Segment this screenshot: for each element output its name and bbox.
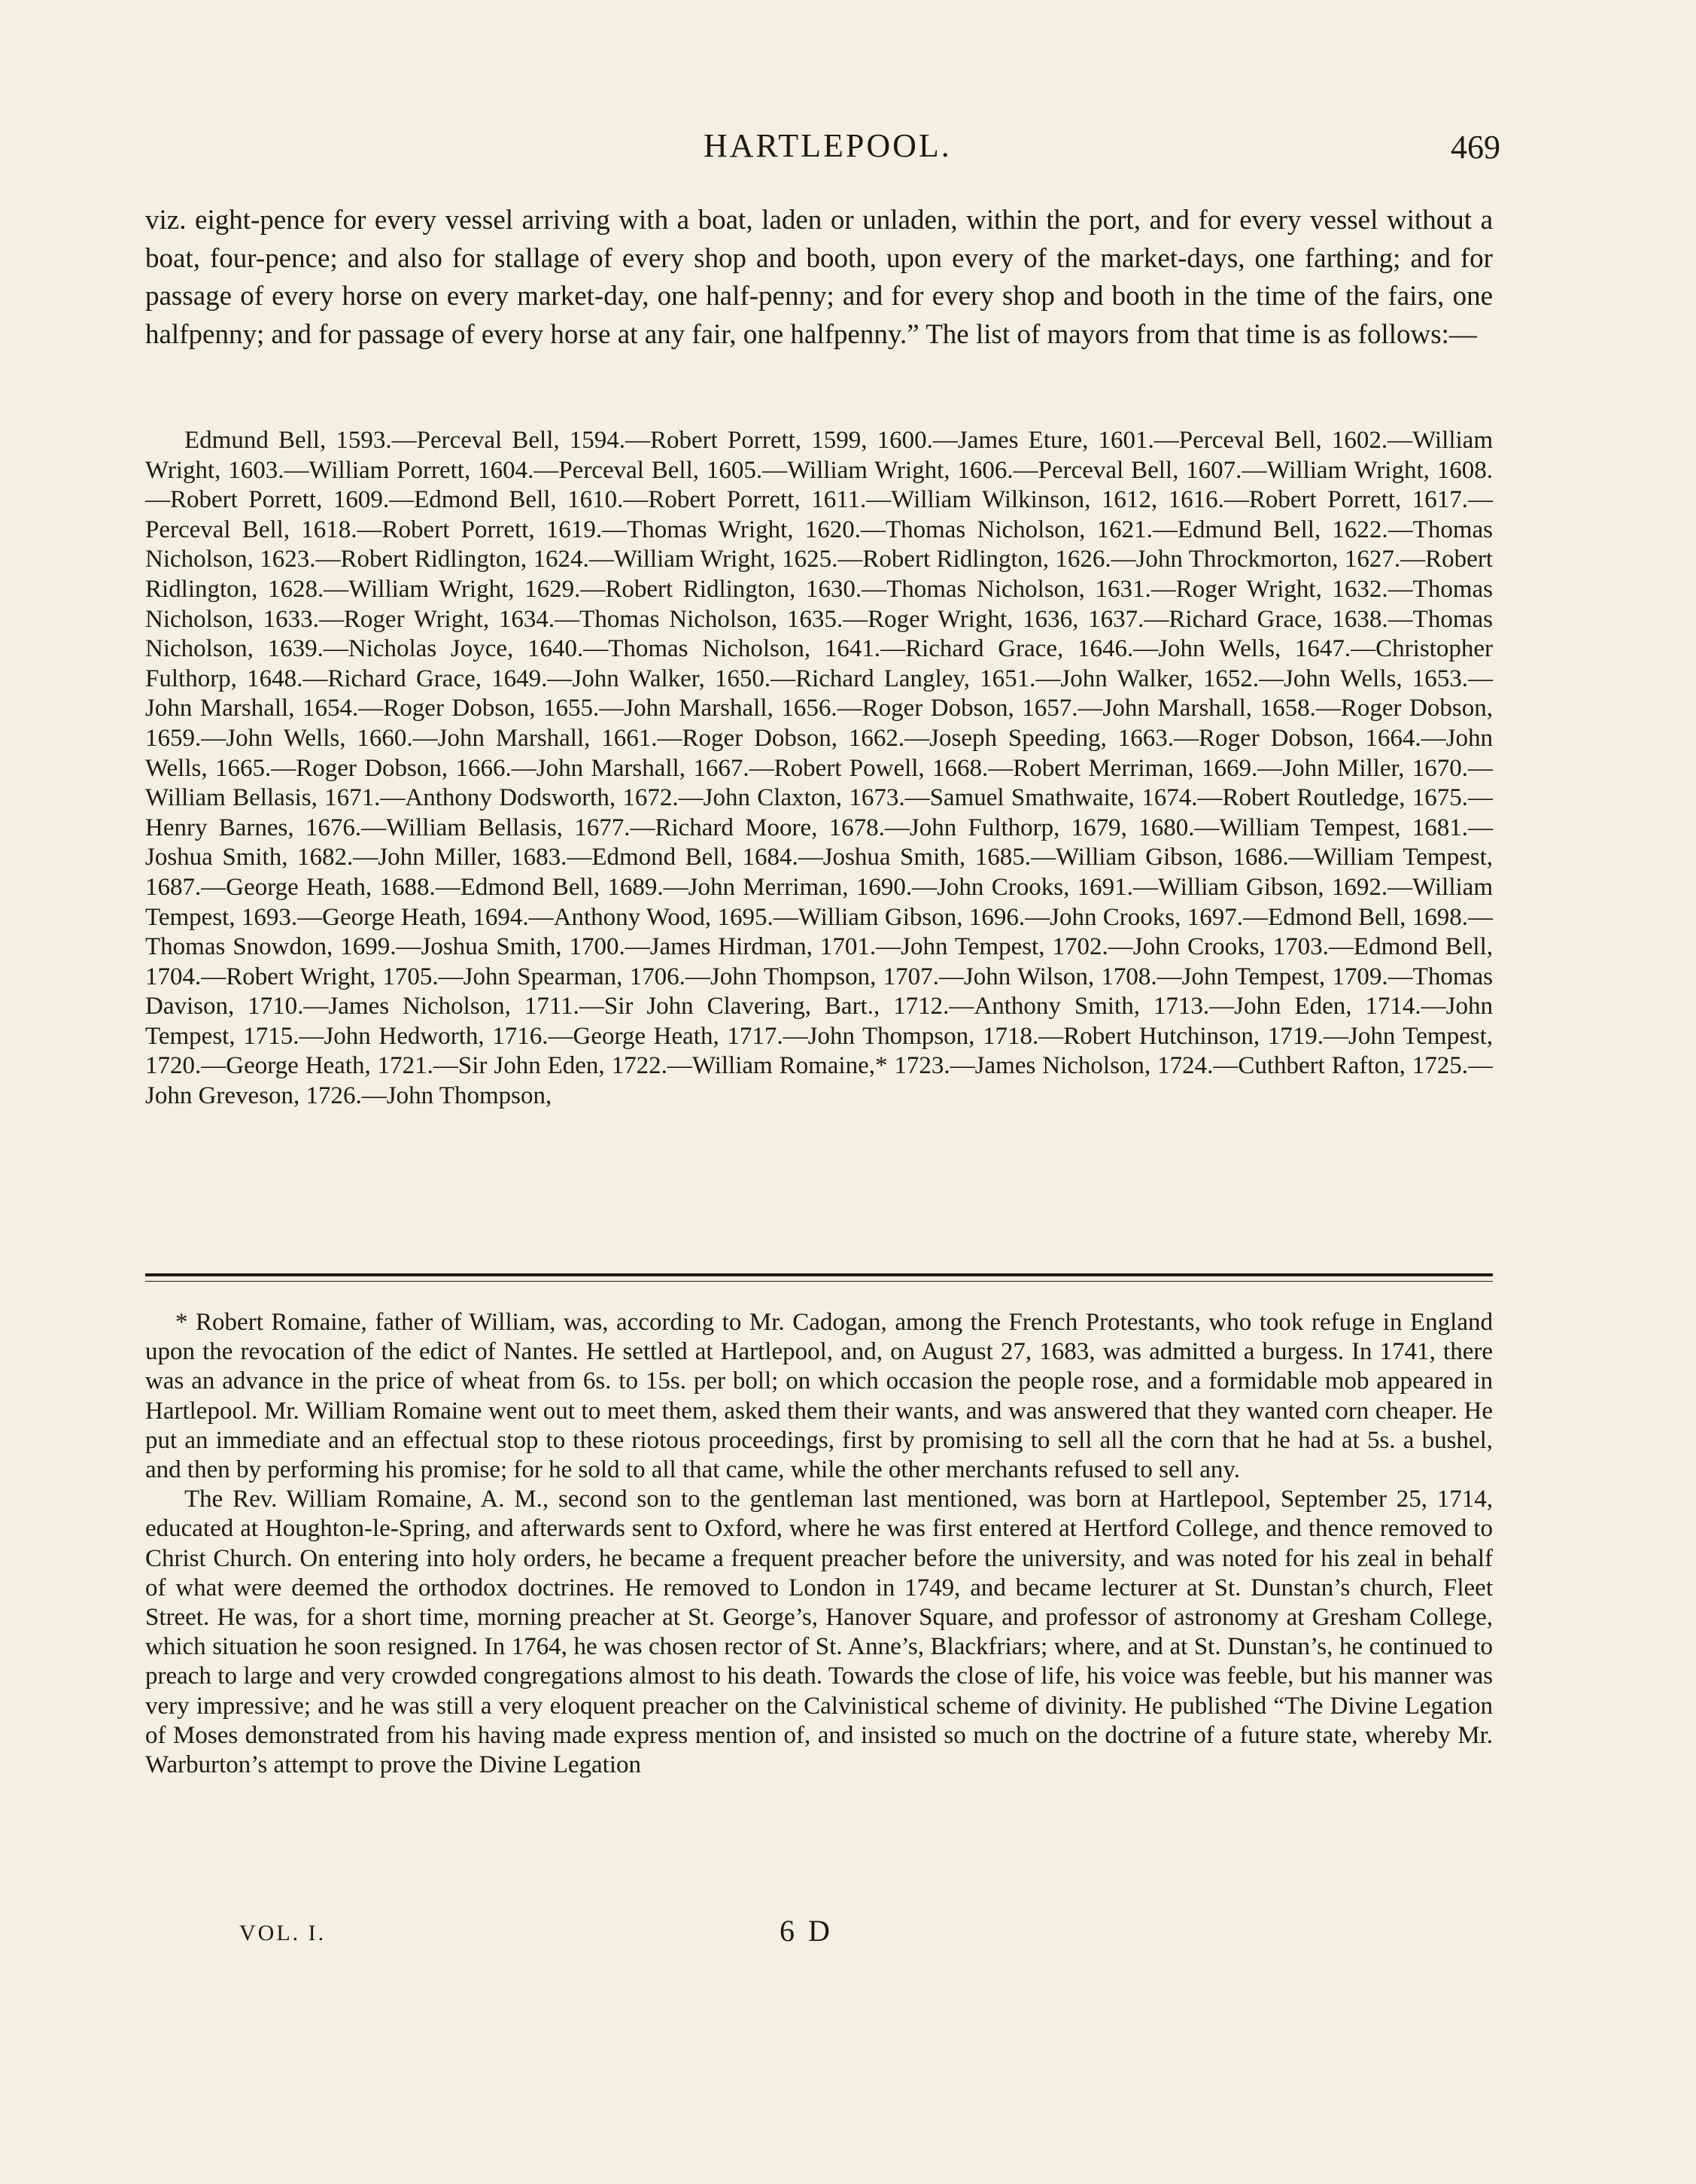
footnote-separator-hairline	[145, 1281, 1493, 1282]
page-header	[0, 126, 1696, 172]
page-footer	[0, 1913, 1696, 1951]
footnote-paragraph-2: The Rev. William Romaine, A. M., second son to the gentleman last mentioned, was born at Hartlepool, September 25, 1714, educated at Houghton-le-Spring, and afterwards sent to Oxford, where he was first entered at Hertford College, and thence removed to Christ Church. On entering into holy orders, he became a frequent preacher before the university, and was noted for his zeal in behalf of what were deemed the orthodox doctrines. He removed to London in 1749, and became lecturer at St. Dunstan’s church, Fleet Street. He was, for a short time, morning preacher at St. George’s, Hanover Square, and professor of astronomy at Gresham College, which situation he soon resigned. In 1764, he was chosen rector of St. Anne’s, Blackfriars; where, and at St. Dunstan’s, he continued to preach to large and very crowded congregations almost to his death. Towards the close of life, his voice was feeble, but his manner was very impressive; and he was still a very eloquent preacher on the Calvinistical scheme of divinity. He published “The Divine Legation of Moses demonstrated from his having made express mention of, and insisted so much on the doctrine of a future state, whereby Mr. Warburton’s attempt to prove the Divine Legation	[145, 1486, 1493, 1779]
footnote-paragraph-1: * Robert Romaine, father of William, was, according to Mr. Cadogan, among the French Protestants, who took refuge in England upon the revocation of the edict of Nantes. He settled at Hartlepool, and, on August 27, 1683, was admitted a burgess. In 1741, there was an advance in the price of wheat from 6s. to 15s. per boll; on which occasion the people rose, and a formidable mob appeared in Hartlepool. Mr. William Romaine went out to meet them, asked them their wants, and was answered that they wanted corn cheaper. He put an immediate and an effectual stop to these riotous proceedings, first by promising to sell all the corn that he had at 5s. a bushel, and then by performing his promise; for he sold to all that came, while the other merchants refused to sell any.	[145, 1309, 1493, 1484]
mayors-list: Edmund Bell, 1593.—Perceval Bell, 1594.—Robert Porrett, 1599, 1600.—James Eture, 1601.—Perceval Bell, 1602.—William Wright, 1603.—William Porrett, 1604.—Perceval Bell, 1605.—William Wright, 1606.—Perceval Bell, 1607.—William Wright, 1608.—Robert Porrett, 1609.—Edmond Bell, 1610.—Robert Porrett, 1611.—William Wilkinson, 1612, 1616.—Robert Porrett, 1617.—Perceval Bell, 1618.—Robert Porrett, 1619.—Thomas Wright, 1620.—Thomas Nicholson, 1621.—Edmund Bell, 1622.—Thomas Nicholson, 1623.—Robert Ridlington, 1624.—William Wright, 1625.—Robert Ridlington, 1626.—John Throckmorton, 1627.—Robert Ridlington, 1628.—William Wright, 1629.—Robert Ridlington, 1630.—Thomas Nicholson, 1631.—Roger Wright, 1632.—Thomas Nicholson, 1633.—Roger Wright, 1634.—Thomas Nicholson, 1635.—Roger Wright, 1636, 1637.—Richard Grace, 1638.—Thomas Nicholson, 1639.—Nicholas Joyce, 1640.—Thomas Nicholson, 1641.—Richard Grace, 1646.—John Wells, 1647.—Christopher Fulthorp, 1648.—Richard Grace, 1649.—John Walker, 1650.—Richard Langley, 1651.—John Walker, 1652.—John Wells, 1653.—John Marshall, 1654.—Roger Dobson, 1655.—John Marshall, 1656.—Roger Dobson, 1657.—John Marshall, 1658.—Roger Dobson, 1659.—John Wells, 1660.—John Marshall, 1661.—Roger Dobson, 1662.—Joseph Speeding, 1663.—Roger Dobson, 1664.—John Wells, 1665.—Roger Dobson, 1666.—John Marshall, 1667.—Robert Powell, 1668.—Robert Merriman, 1669.—John Miller, 1670.—William Bellasis, 1671.—Anthony Dodsworth, 1672.—John Claxton, 1673.—Samuel Smathwaite, 1674.—Robert Routledge, 1675.—Henry Barnes, 1676.—William Bellasis, 1677.—Richard Moore, 1678.—John Fulthorp, 1679, 1680.—William Tempest, 1681.—Joshua Smith, 1682.—John Miller, 1683.—Edmond Bell, 1684.—Joshua Smith, 1685.—William Gibson, 1686.—William Tempest, 1687.—George Heath, 1688.—Edmond Bell, 1689.—John Merriman, 1690.—John Crooks, 1691.—William Gibson, 1692.—William Tempest, 1693.—George Heath, 1694.—Anthony Wood, 1695.—William Gibson, 1696.—John Crooks, 1697.—Edmond Bell, 1698.—Thomas Snowdon, 1699.—Joshua Smith, 1700.—James Hirdman, 1701.—John Tempest, 1702.—John Crooks, 1703.—Edmond Bell, 1704.—Robert Wright, 1705.—John Spearman, 1706.—John Thompson, 1707.—John Wilson, 1708.—John Tempest, 1709.—Thomas Davison, 1710.—James Nicholson, 1711.—Sir John Clavering, Bart., 1712.—Anthony Smith, 1713.—John Eden, 1714.—John Tempest, 1715.—John Hedworth, 1716.—George Heath, 1717.—John Thompson, 1718.—Robert Hutchinson, 1719.—John Tempest, 1720.—George Heath, 1721.—Sir John Eden, 1722.—William Romaine,* 1723.—James Nicholson, 1724.—Cuthbert Rafton, 1725.—John Greveson, 1726.—John Thompson,	[145, 427, 1493, 1110]
volume-label: VOL. I.	[239, 1921, 327, 1945]
signature-mark: 6 D	[780, 1914, 833, 1948]
footnote-separator-rule	[145, 1273, 1493, 1276]
running-title: HARTLEPOOL.	[704, 127, 952, 164]
footnote	[145, 1308, 1493, 1780]
intro-paragraph: viz. eight-pence for every vessel arriving with a boat, laden or unladen, within the port, and for every vessel without a boat, four-pence; and also for stallage of every shop and booth, upon every of the market-days, one farthing; and for passage of every horse on every market-day, one half-penny; and for every shop and booth in the time of the fairs, one halfpenny; and for passage of every horse at any fair, one halfpenny.” The list of mayors from that time is as follows:—	[145, 205, 1493, 350]
page-number: 469	[1451, 129, 1500, 166]
